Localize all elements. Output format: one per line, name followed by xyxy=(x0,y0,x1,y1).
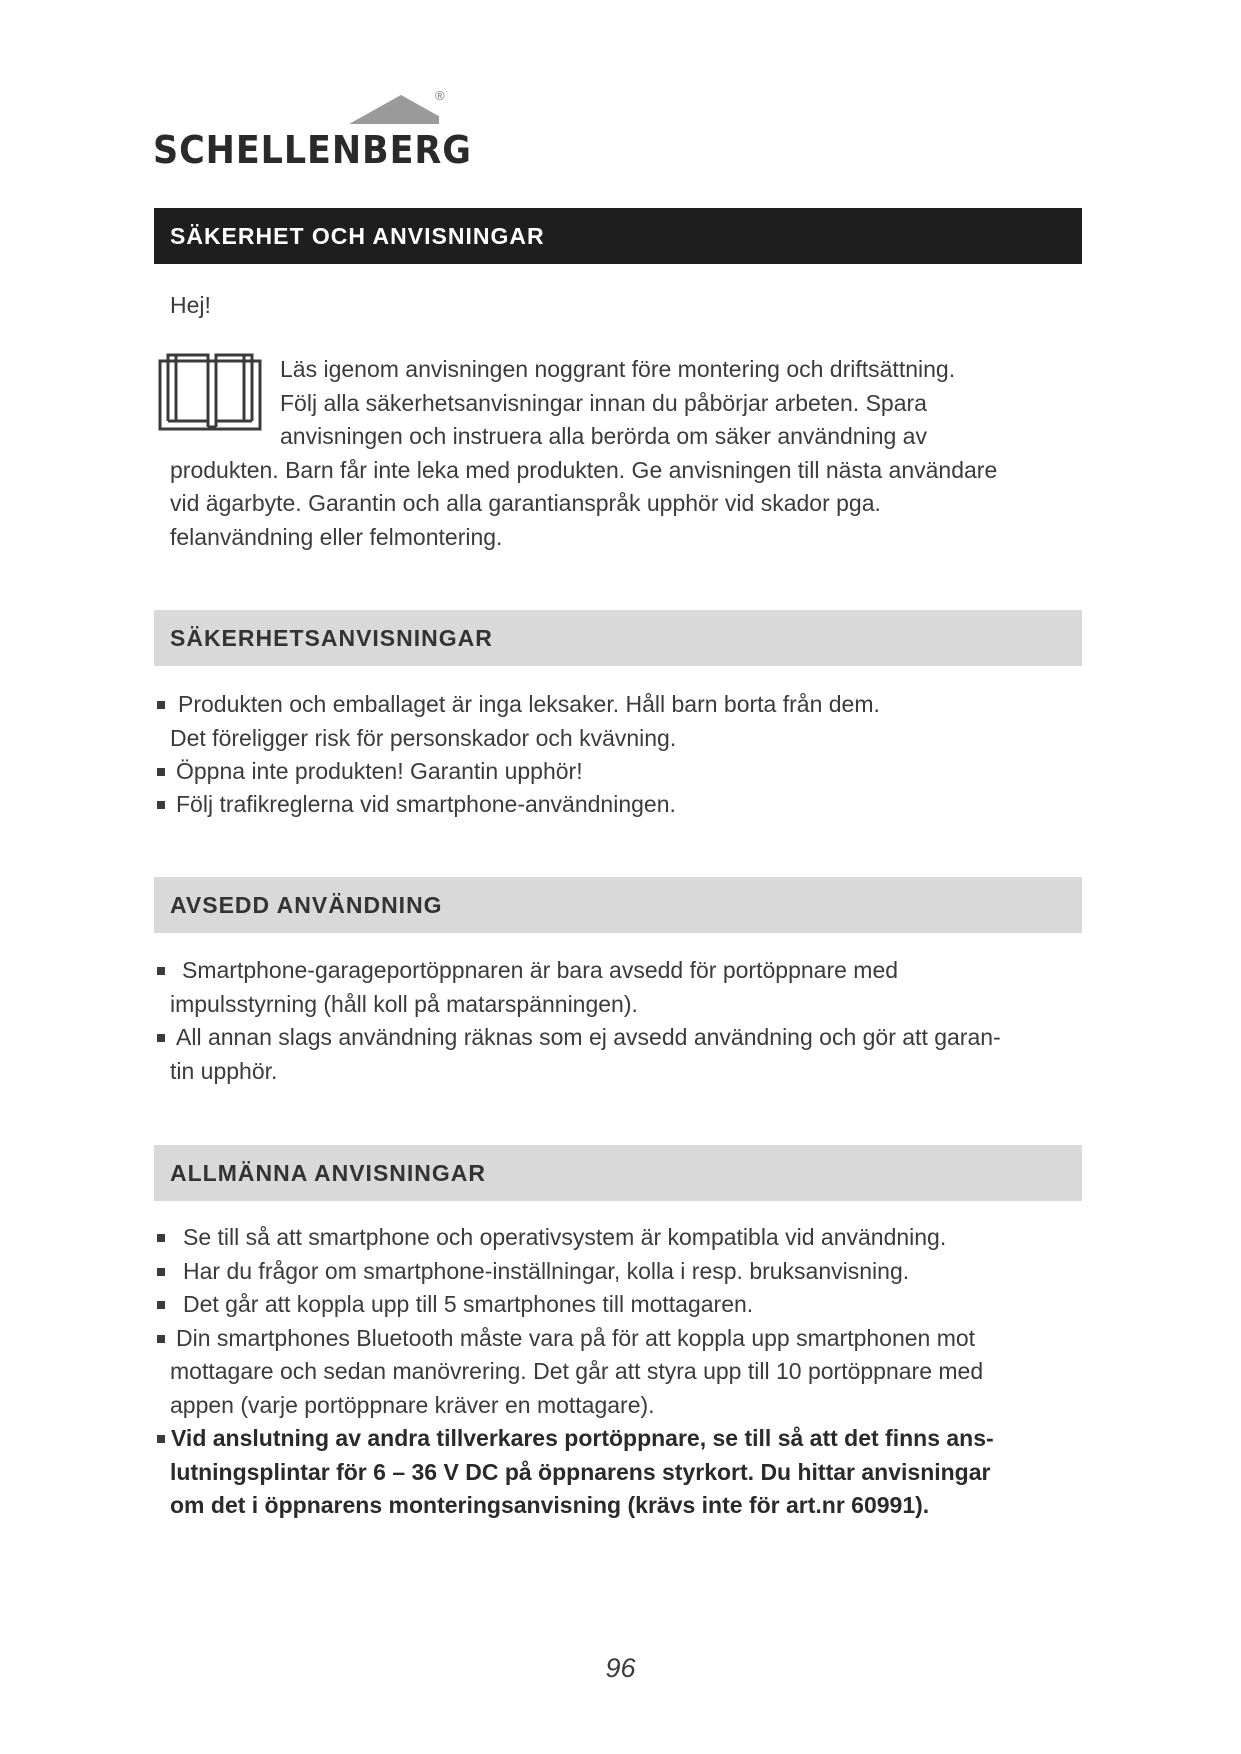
body-line: produkten. Barn får inte leka med produkten. Ge anvisningen till nästa användare xyxy=(170,457,998,483)
brand-logo xyxy=(153,88,472,178)
list-item-continuation: tin upphör. xyxy=(170,1058,278,1084)
list-item-bold: Vid anslutning av andra tillverkares portöppnare, se till så att det finns ans- xyxy=(171,1425,994,1451)
list-item: Följ trafikreglerna vid smartphone-användningen. xyxy=(176,791,676,817)
roof-icon xyxy=(349,88,439,128)
list-item-continuation: Det föreligger risk för personskador och kvävning. xyxy=(170,725,677,751)
bullet-icon xyxy=(157,1335,165,1343)
brand-name: SCHELLENBERG xyxy=(153,128,472,172)
list-item: Har du frågor om smartphone-inställningar, kolla i resp. bruksanvisning. xyxy=(183,1258,910,1284)
bullet-icon xyxy=(157,1034,165,1042)
list-item: All annan slags användning räknas som ej avsedd användning och gör att garan- xyxy=(176,1024,1001,1050)
intro-line: anvisningen och instruera alla berörda om säker användning av xyxy=(280,423,927,449)
list-item-bold-continuation: om det i öppnarens monteringsanvisning (krävs inte för art.nr 60991). xyxy=(170,1492,930,1518)
greeting: Hej! xyxy=(170,292,211,318)
bullet-icon xyxy=(157,1234,165,1242)
section-heading-safety-instructions: SÄKERHET OCH ANVISNINGAR xyxy=(154,208,1082,264)
list-item-bold-continuation: lutningsplintar för 6 – 36 V DC på öppnarens styrkort. Du hittar anvisningar xyxy=(170,1459,991,1485)
bullet-icon xyxy=(157,701,165,709)
body-line: felanvändning eller felmontering. xyxy=(170,524,503,550)
intro-line: Följ alla säkerhetsanvisningar innan du påbörjar arbeten. Spara xyxy=(280,390,927,416)
section-heading-general-notes: ALLMÄNNA ANVISNINGAR xyxy=(154,1145,1082,1201)
bullet-icon xyxy=(157,967,165,975)
bullet-icon xyxy=(157,768,165,776)
list-item: Öppna inte produkten! Garantin upphör! xyxy=(176,758,583,784)
open-book-icon xyxy=(158,349,268,437)
bullet-icon xyxy=(157,801,165,809)
bullet-icon xyxy=(157,1435,165,1443)
list-item: Det går att koppla upp till 5 smartphones till mottagaren. xyxy=(183,1291,754,1317)
list-item-continuation: mottagare och sedan manövrering. Det går att styra upp till 10 portöppnare med xyxy=(170,1358,984,1384)
page-number: 96 xyxy=(605,1653,636,1683)
registered-mark: ® xyxy=(435,88,445,103)
bullet-icon xyxy=(157,1268,165,1276)
bullet-icon xyxy=(157,1301,165,1309)
section-heading-intended-use: AVSEDD ANVÄNDNING xyxy=(154,877,1082,933)
section-heading-safety-notes: SÄKERHETSANVISNINGAR xyxy=(154,610,1082,666)
list-item-continuation: impulsstyrning (håll koll på matarspänningen). xyxy=(170,991,638,1017)
body-line: vid ägarbyte. Garantin och alla garantianspråk upphör vid skador pga. xyxy=(170,490,881,516)
intro-line: Läs igenom anvisningen noggrant före montering och driftsättning. xyxy=(280,356,956,382)
list-item-continuation: appen (varje portöppnare kräver en mottagare). xyxy=(170,1392,655,1418)
list-item: Din smartphones Bluetooth måste vara på för att koppla upp smartphonen mot xyxy=(176,1325,976,1351)
list-item: Smartphone-garageportöppnaren är bara avsedd för portöppnare med xyxy=(182,957,899,983)
list-item: Se till så att smartphone och operativsystem är kompatibla vid användning. xyxy=(183,1224,947,1250)
list-item: Produkten och emballaget är inga leksaker. Håll barn borta från dem. xyxy=(178,691,880,717)
